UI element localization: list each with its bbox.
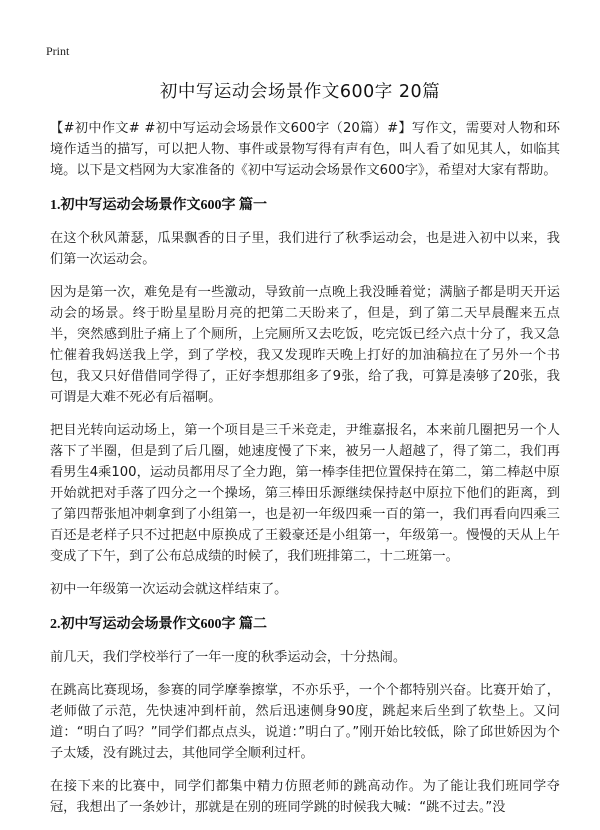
article-body	[50, 118, 560, 830]
section-heading: 2.初中写运动会场景作文600字 篇二	[50, 617, 267, 632]
section-heading: 1.初中写运动会场景作文600字 篇一	[50, 198, 267, 213]
intro-paragraph: 【#初中作文# #初中写运动会场景作文600字（20篇）#】写作文，需要对人物和环境作适当的描写，可以把人物、事件或景物写得有声有色，叫人看了如见其人，如临其境。以下是文档网为大家准备的《初中写运动会场景作文600字》，希望对大家有帮助。	[50, 121, 560, 178]
paragraph: 把目光转向运动场上，第一个项目是三千米竞走，尹维嘉报名，本来前几圈把另一个人落下了半圈，但是到了后几圈，她速度慢了下来，被另一人超越了，得了第二，我们再看男生4乘100，运动员都用尽了全力跑，第一棒李佳把位置保持在第二，第二棒赵中原开始就把对手落了四分之一个操场，第三棒田乐源继续保持赵中原拉下他们的距离，到了第四帮张旭冲刺拿到了小组第一，也是初一年级四乘一百的第一，我们再看向四乘三百还是老样子只不过把赵中原换成了王毅豪还是小组第一，年级第一。慢慢的天从上午变成了下午，到了公布总成绩的时候了，我们班排第二，十二班第一。	[50, 423, 560, 564]
paragraph: 前几天，我们学校举行了一年一度的秋季运动会，十分热闹。	[50, 650, 407, 665]
print-label: Print	[46, 44, 70, 58]
page-title: 初中写运动会场景作文600字 20篇	[159, 82, 441, 102]
paragraph: 在接下来的比赛中，同学们都集中精力仿照老师的跳高动作。为了能让我们班同学夺冠，我想出了一条妙计，那就是在别的班同学跳的时候我大喊：“跳不过去。”没	[50, 779, 560, 815]
paragraph: 初中一年级第一次运动会就这样结束了。	[50, 582, 288, 597]
paragraph: 因为是第一次，难免是有一些激动，导致前一点晚上我没睡着觉；满脑子都是明天开运动会的场景。终于盼星星盼月亮的把第二天盼来了，但是，到了第二天早晨醒来五点半，突然感到肚子痛上了个厕所，上完厕所又去吃饭，吃完饭已经六点十分了，我又急忙催着我妈送我上学，到了学校，我又发现昨天晚上打好的加油稿拉在了另外一个书包，我又只好借借同学得了，正好李想那组多了9张，给了我，可算是凑够了20张，我可谓是大难不死必有后福啊。	[50, 285, 560, 405]
paragraph: 在跳高比赛现场，参赛的同学摩拳擦掌，不亦乐乎，一个个都特别兴奋。比赛开始了，老师做了示范，先快速冲到杆前，然后迅速侧身90度，跳起来后坐到了软垫上。又问道：“明白了吗？”同学们都点点头，说道：”明白了。”刚开始比较低，除了邱世娇因为个子太矮，没有跳过去，其他同学全顺利过杆。	[50, 683, 560, 761]
paragraph: 在这个秋风萧瑟，瓜果飘香的日子里，我们进行了秋季运动会，也是进入初中以来，我们第一次运动会。	[50, 231, 560, 267]
